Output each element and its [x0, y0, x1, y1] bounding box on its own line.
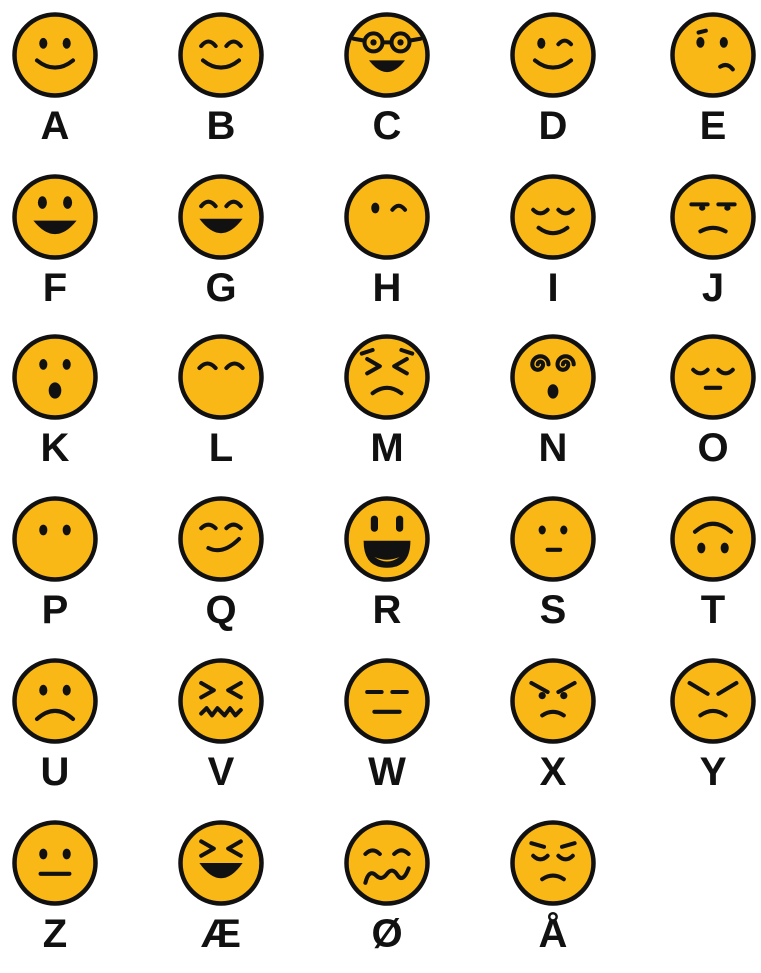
smile-face-icon — [10, 10, 100, 100]
grinning-face-icon — [10, 172, 100, 262]
neutral-face-icon — [10, 818, 100, 908]
angry-face-icon — [508, 656, 598, 746]
winking-no-mouth-face-icon — [342, 172, 432, 262]
winking-face-icon — [508, 10, 598, 100]
emoji-cell — [337, 818, 437, 973]
emoji-letter-label: I — [547, 266, 559, 310]
emoji-cell — [5, 656, 105, 811]
emoji-letter-label: P — [41, 588, 69, 632]
emoji-cell — [171, 10, 271, 165]
emoji-letter-label: T — [700, 588, 726, 632]
relieved-face-icon — [508, 172, 598, 262]
emoji-letter-label: O — [697, 426, 729, 470]
emoji-letter-label: Q — [205, 588, 237, 632]
emoji-cell — [5, 818, 105, 973]
laughing-squint-face-icon — [176, 818, 266, 908]
emoji-letter-label: H — [372, 266, 402, 310]
emoji-letter-label: S — [539, 588, 567, 632]
emoji-letter-label: E — [699, 104, 727, 148]
emoji-cell — [337, 172, 437, 327]
unamused-face-icon — [668, 172, 758, 262]
emoji-cell — [171, 494, 271, 649]
emoji-cell — [337, 10, 437, 165]
no-mouth-face-icon — [10, 494, 100, 584]
emoji-letter-label: F — [42, 266, 68, 310]
emoji-cell — [5, 494, 105, 649]
pouting-face-icon — [668, 656, 758, 746]
emoji-letter-label: Å — [538, 912, 568, 956]
smirking-face-icon — [176, 494, 266, 584]
emoji-cell — [663, 10, 761, 165]
emoji-cell — [503, 818, 603, 973]
emoji-cell — [663, 494, 761, 649]
emoji-letter-label: Z — [42, 912, 68, 956]
emoji-cell — [503, 656, 603, 811]
emoji-letter-label: B — [206, 104, 236, 148]
pensive-face-icon — [668, 332, 758, 422]
persevering-face-icon — [342, 332, 432, 422]
emoji-letter-label: K — [40, 426, 70, 470]
emoji-letter-label: W — [368, 750, 406, 794]
emoji-letter-label: X — [539, 750, 567, 794]
emoji-letter-label: U — [40, 750, 70, 794]
confused-face-icon — [668, 10, 758, 100]
emoji-letter-label: J — [701, 266, 725, 310]
surprised-face-icon — [10, 332, 100, 422]
frowning-face-icon — [10, 656, 100, 746]
emoji-cell — [5, 10, 105, 165]
emoji-cell — [5, 172, 105, 327]
emoji-cell — [171, 818, 271, 973]
emoji-cell — [171, 656, 271, 811]
emoji-cell — [171, 332, 271, 487]
upside-down-face-icon — [668, 494, 758, 584]
emoji-cell — [171, 172, 271, 327]
emoji-cell — [663, 172, 761, 327]
skeptical-face-icon — [508, 494, 598, 584]
disappointed-face-icon — [508, 818, 598, 908]
emoji-cell — [663, 332, 761, 487]
emoji-cell — [503, 172, 603, 327]
grinning-closed-eyes-face-icon — [176, 172, 266, 262]
emoji-cell — [503, 10, 603, 165]
emoji-letter-label: L — [208, 426, 234, 470]
emoji-letter-label: Ø — [371, 912, 403, 956]
emoji-letter-label: Y — [699, 750, 727, 794]
dizzy-face-icon — [508, 332, 598, 422]
emoji-letter-label: A — [40, 104, 70, 148]
emoji-letter-label: D — [538, 104, 568, 148]
emoji-letter-label: Æ — [201, 912, 241, 956]
emoji-cell — [337, 332, 437, 487]
closed-eyes-no-mouth-face-icon — [176, 332, 266, 422]
emoji-cell — [5, 332, 105, 487]
emoji-cell — [663, 656, 761, 811]
big-grin-face-icon — [342, 494, 432, 584]
confounded-face-icon — [176, 656, 266, 746]
emoji-letter-label: G — [205, 266, 237, 310]
emoji-cell — [503, 494, 603, 649]
expressionless-face-icon — [342, 656, 432, 746]
emoji-cell — [337, 656, 437, 811]
emoji-cell — [503, 332, 603, 487]
happy-closed-eyes-face-icon — [176, 10, 266, 100]
emoji-letter-label: C — [372, 104, 402, 148]
woozy-face-icon — [342, 818, 432, 908]
emoji-letter-label: M — [370, 426, 404, 470]
nerd-glasses-face-icon — [342, 10, 432, 100]
emoji-letter-label: N — [538, 426, 568, 470]
emoji-letter-label: V — [207, 750, 235, 794]
emoji-letter-label: R — [372, 588, 402, 632]
emoji-cell — [337, 494, 437, 649]
